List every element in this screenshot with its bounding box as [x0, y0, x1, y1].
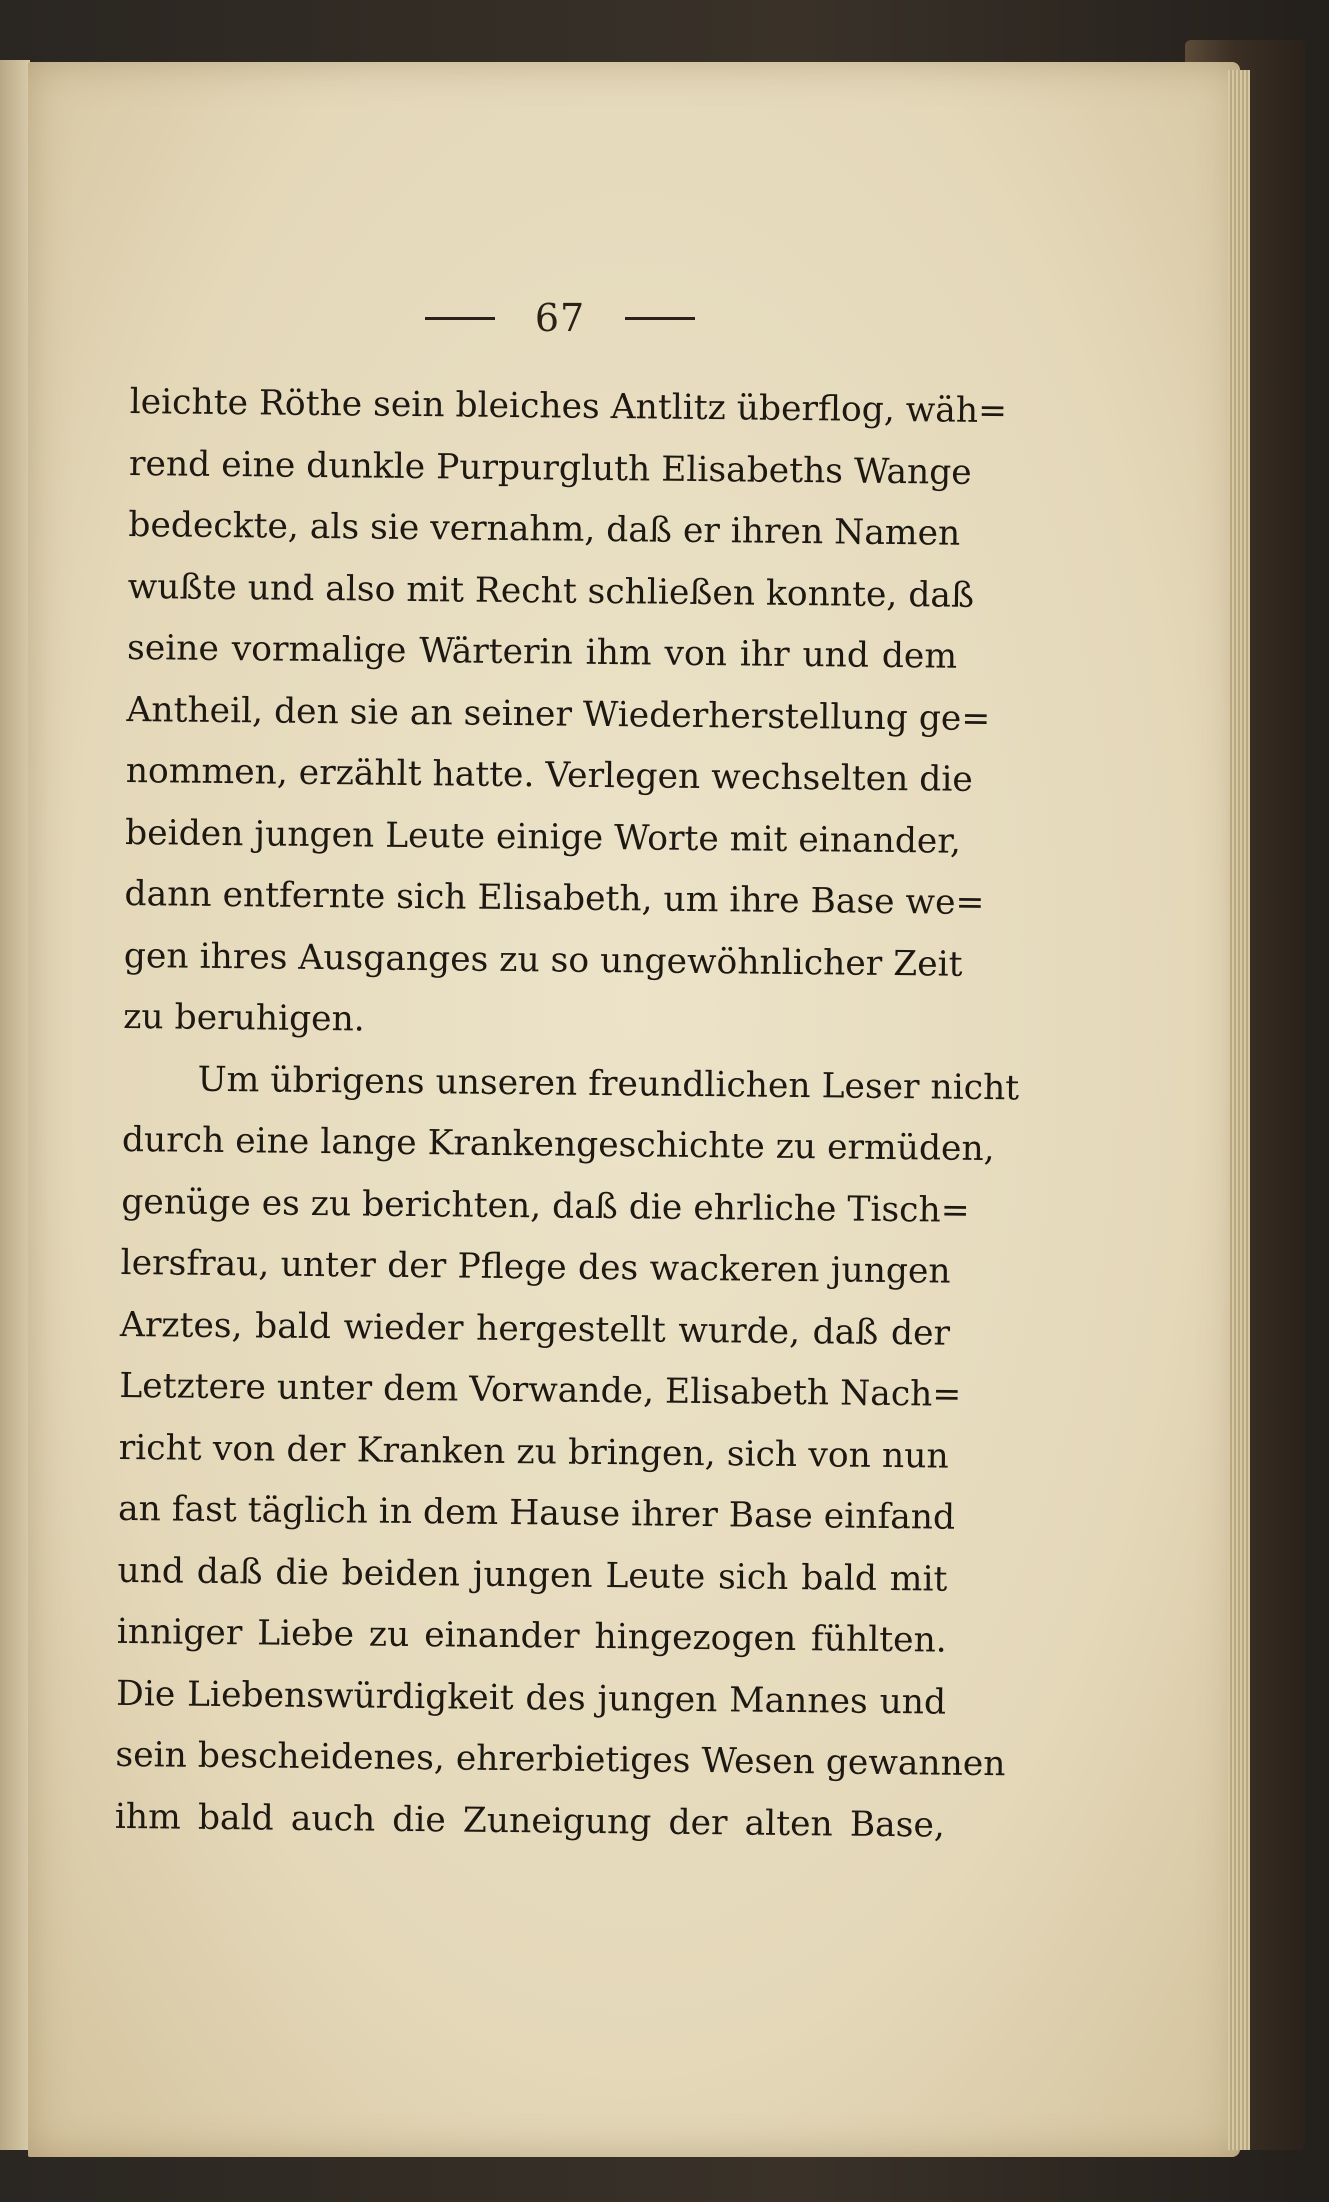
text-line: Arztes, bald wieder hergestellt wurde, daß der [119, 1304, 951, 1354]
text-line: leichte Röthe sein bleiches Antlitz überflog, wäh= [129, 381, 1008, 432]
text-line: nommen, erzählt hatte. Verlegen wechselten die [125, 750, 974, 800]
text-line: wußte und also mit Recht schließen konnte, daß [127, 566, 975, 616]
page-body-text [114, 372, 1020, 1857]
header-left-dash [425, 317, 495, 320]
text-line: durch eine lange Krankengeschichte zu ermüden, [121, 1119, 995, 1170]
text-line: genüge es zu berichten, daß die ehrliche Tisch= [121, 1181, 970, 1231]
text-line: Die Liebenswürdigkeit des jungen Mannes und [115, 1673, 947, 1723]
page-header [395, 288, 725, 348]
text-line: Letztere unter dem Vorwande, Elisabeth Nach= [119, 1365, 962, 1415]
text-line: sein bescheidenes, ehrerbietiges Wesen gewannen [115, 1734, 1006, 1785]
page-number: 67 [534, 296, 586, 340]
text-line: bedeckte, als sie vernahm, daß er ihren Namen [128, 504, 961, 554]
page-stack-edge [1228, 70, 1250, 2150]
text-line: Antheil, den sie an seiner Wiederherstellung ge= [126, 689, 991, 739]
header-right-dash [625, 317, 695, 320]
text-line: Um übrigens unseren freundlichen Leser nicht [197, 1059, 1020, 1108]
text-line: beiden jungen Leute einige Worte mit einander, [124, 812, 962, 862]
text-line: inniger Liebe zu einander hingezogen fühlten. [116, 1611, 947, 1661]
previous-page-edge [0, 60, 30, 2150]
text-line: richt von der Kranken zu bringen, sich von nun [118, 1427, 949, 1477]
text-line: dann entfernte sich Elisabeth, um ihre Base we= [124, 873, 985, 923]
text-line: rend eine dunkle Purpurgluth Elisabeths Wange [128, 443, 972, 493]
text-line: lersfrau, unter der Pflege des wackeren jungen [120, 1242, 951, 1292]
text-line: gen ihres Ausganges zu so ungewöhnlicher Zeit [123, 935, 963, 985]
text-line: seine vormalige Wärterin ihm von ihr und dem [126, 627, 958, 677]
text-line: zu beruhigen. [123, 996, 365, 1040]
text-line: an fast täglich in dem Hause ihrer Base einfand [117, 1488, 956, 1538]
text-line: ihm bald auch die Zuneigung der alten Base, [114, 1796, 946, 1846]
text-line: und daß die beiden jungen Leute sich bald mit [117, 1550, 948, 1600]
